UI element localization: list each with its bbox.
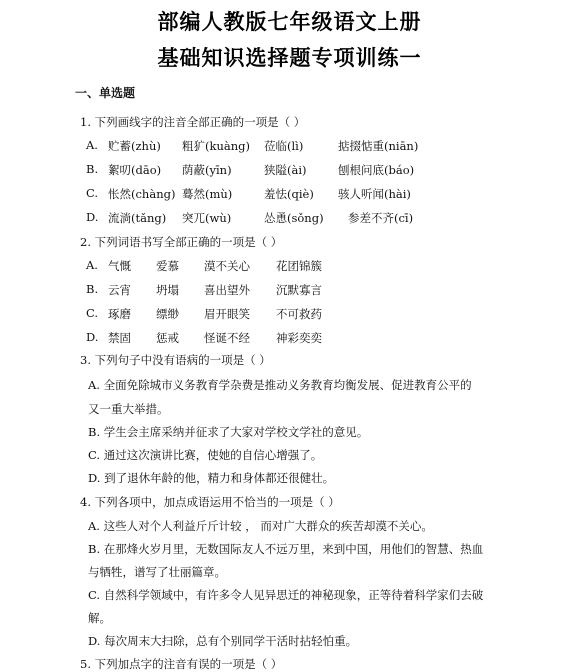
question-3-option-a: A. 全面免除城市义务教育学杂费是推动义务教育均衡发展、促进教育公平的 [88, 378, 472, 392]
option-item: 云宵 [108, 283, 131, 297]
question-5-stem: 5. 下列加点字的注音有误的一项是（ ） [80, 657, 283, 671]
question-4-stem: 4. 下列各项中，加点成语运用不恰当的一项是（ ） [80, 495, 340, 509]
option-label: B. [86, 162, 99, 176]
question-3-option-a-cont: 又一重大举措。 [88, 402, 169, 416]
option-item: 怪诞不经 [204, 331, 250, 345]
document-title: 部编人教版七年级语文上册 [157, 10, 422, 34]
option-label: A. [86, 258, 98, 272]
option-label: C. [86, 186, 99, 200]
option-label: A. [86, 138, 98, 152]
option-item: 怂恿(sǒng) [264, 211, 324, 225]
option-item: 贮蓄(zhù) [108, 139, 161, 153]
option-item: 蓦然(mù) [182, 187, 233, 201]
question-2-stem: 2. 下列词语书写全部正确的一项是（ ） [80, 235, 283, 249]
question-4-option-c: C. 自然科学领域中，有许多令人见异思迁的神秘现象，正等待着科学家们去破 [88, 588, 484, 602]
option-item: 沉默寡言 [276, 283, 322, 297]
option-item: 参差不齐(cī) [348, 211, 414, 225]
option-item: 羞怯(qiè) [264, 187, 314, 201]
question-4-option-c-cont: 解。 [88, 611, 111, 625]
option-item: 流淌(tǎng) [108, 211, 167, 225]
option-item: 缥缈 [156, 307, 179, 321]
option-item: 掂掇惦重(niān) [338, 139, 419, 153]
option-item: 骇人听闻(hài) [338, 187, 411, 201]
option-label: D. [86, 210, 99, 224]
option-label: C. [86, 306, 99, 320]
option-item: 漠不关心 [204, 259, 250, 273]
option-item: 琢磨 [108, 307, 131, 321]
question-3-stem: 3. 下列句子中没有语病的一项是（ ） [80, 353, 271, 367]
option-item: 禁固 [108, 331, 131, 345]
option-item: 絮叨(dāo) [108, 163, 162, 177]
option-item: 刨根问底(báo) [338, 163, 415, 177]
option-label: B. [86, 282, 99, 296]
option-label: D. [86, 330, 99, 344]
section-heading: 一、单选题 [75, 86, 136, 100]
question-4-option-b-cont: 与牺牲，谱写了壮丽篇章。 [88, 565, 226, 579]
option-item: 爱慕 [156, 259, 179, 273]
question-3-option-c: C. 通过这次演讲比赛，使她的自信心增强了。 [88, 448, 323, 462]
question-4-option-a: A. 这些人对个人利益斤斤计较 ， 而对广大群众的疾苦却漠不关心。 [88, 519, 433, 533]
option-item: 花团锦簇 [276, 259, 322, 273]
document-subtitle: 基础知识选择题专项训练一 [157, 46, 422, 70]
question-4-option-d: D. 每次周末大扫除，总有个别同学干活时拈轻怕重。 [88, 634, 358, 648]
option-item: 喜出望外 [204, 283, 250, 297]
option-item: 莅临(lì) [264, 139, 304, 153]
option-item: 不可救药 [276, 307, 322, 321]
option-item: 神彩奕奕 [276, 331, 322, 345]
option-item: 眉开眼笑 [204, 307, 250, 321]
option-item: 突兀(wù) [182, 211, 232, 225]
question-1-stem: 1. 下列画线字的注音全部正确的一项是（ ） [80, 115, 306, 129]
option-item: 粗犷(kuàng) [182, 139, 250, 153]
option-item: 气慨 [108, 259, 131, 273]
option-item: 狭隘(ài) [264, 163, 307, 177]
question-4-option-b: B. 在那烽火岁月里，无数国际友人不远万里，来到中国，用他们的智慧、热血 [88, 542, 484, 556]
option-item: 荫蔽(yīn) [182, 163, 232, 177]
option-item: 坍塌 [156, 283, 179, 297]
option-item: 惩戒 [156, 331, 179, 345]
question-3-option-d: D. 到了退休年龄的他，精力和身体都还很健壮。 [88, 471, 335, 485]
option-item: 怅然(chàng) [108, 187, 176, 201]
question-3-option-b: B. 学生会主席采纳并征求了大家对学校文学社的意见。 [88, 425, 369, 439]
